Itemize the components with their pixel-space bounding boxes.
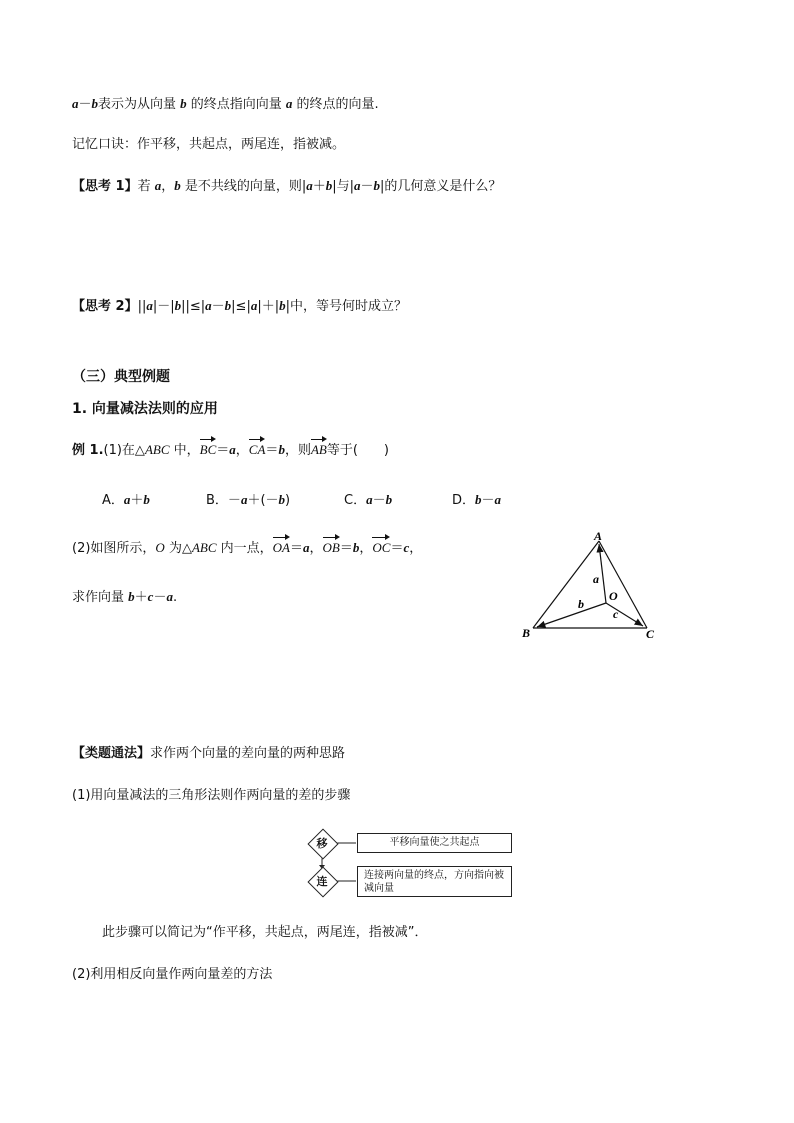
label-b-vertex: B: [522, 626, 531, 640]
edge-ac: [599, 541, 647, 628]
label-vector-a: a: [593, 572, 599, 586]
memory-rhyme: 记忆口诀：作平移，共起点，两尾连，指被减。: [72, 137, 346, 152]
definition-line: a－b表示为从向量 b 的终点指向向量 a 的终点的向量.: [72, 96, 379, 112]
example-1-part-2-task: 求作向量 b＋c－a.: [72, 589, 178, 605]
think-question-2: 【思考 2】||a|－|b||≤|a－b|≤|a|＋|b|中，等号何时成立？: [72, 298, 407, 314]
choice-b: B．－a＋(－b): [206, 492, 291, 508]
label-c-vertex: C: [646, 627, 655, 641]
triangle-figure: [510, 528, 680, 658]
flowchart: [300, 826, 520, 900]
flowchart-diamond-connect: 连: [308, 867, 336, 895]
vector-ob: [537, 603, 606, 627]
method-step-2: (2)利用相反向量作两向量差的方法: [72, 967, 273, 982]
method-step-1: (1)用向量减法的三角形法则作两向量的差的步骤: [72, 788, 351, 803]
method-memo: 此步骤可以简记为“作平移，共起点，两尾连，指被减”．: [102, 925, 428, 940]
flowchart-box-connect: 连接两向量的终点，方向指向被减向量: [357, 866, 512, 897]
flowchart-diamond-move: 移: [308, 829, 336, 857]
vector-oc: [606, 603, 643, 626]
think-question-1: 【思考 1】若 a，b 是不共线的向量，则|a＋b|与|a－b|的几何意义是什么？: [72, 178, 502, 194]
section-subheading: 1. 向量减法法则的应用: [72, 401, 218, 417]
example-1-part-2: (2)如图所示，O 为△ABC 内一点，OA＝a，OB＝b，OC＝c，: [72, 540, 423, 556]
label-o-point: O: [609, 589, 618, 603]
example-1-question: 例 1.(1)在△ABC 中，BC＝a，CA＝b，则AB等于( ): [72, 442, 389, 458]
choice-c: C．a－b: [344, 492, 393, 508]
edge-ab: [533, 541, 599, 628]
method-heading: 【类题通法】求作两个向量的差向量的两种思路: [72, 746, 346, 761]
flowchart-box-translate: 平移向量使之共起点: [357, 833, 512, 853]
label-vector-b: b: [578, 597, 584, 611]
label-a-vertex: A: [594, 529, 603, 543]
choice-a: A．a＋b: [102, 492, 150, 508]
section-heading: （三）典型例题: [72, 369, 170, 385]
label-vector-c: c: [613, 607, 619, 621]
choice-d: D．b－a: [452, 492, 502, 508]
